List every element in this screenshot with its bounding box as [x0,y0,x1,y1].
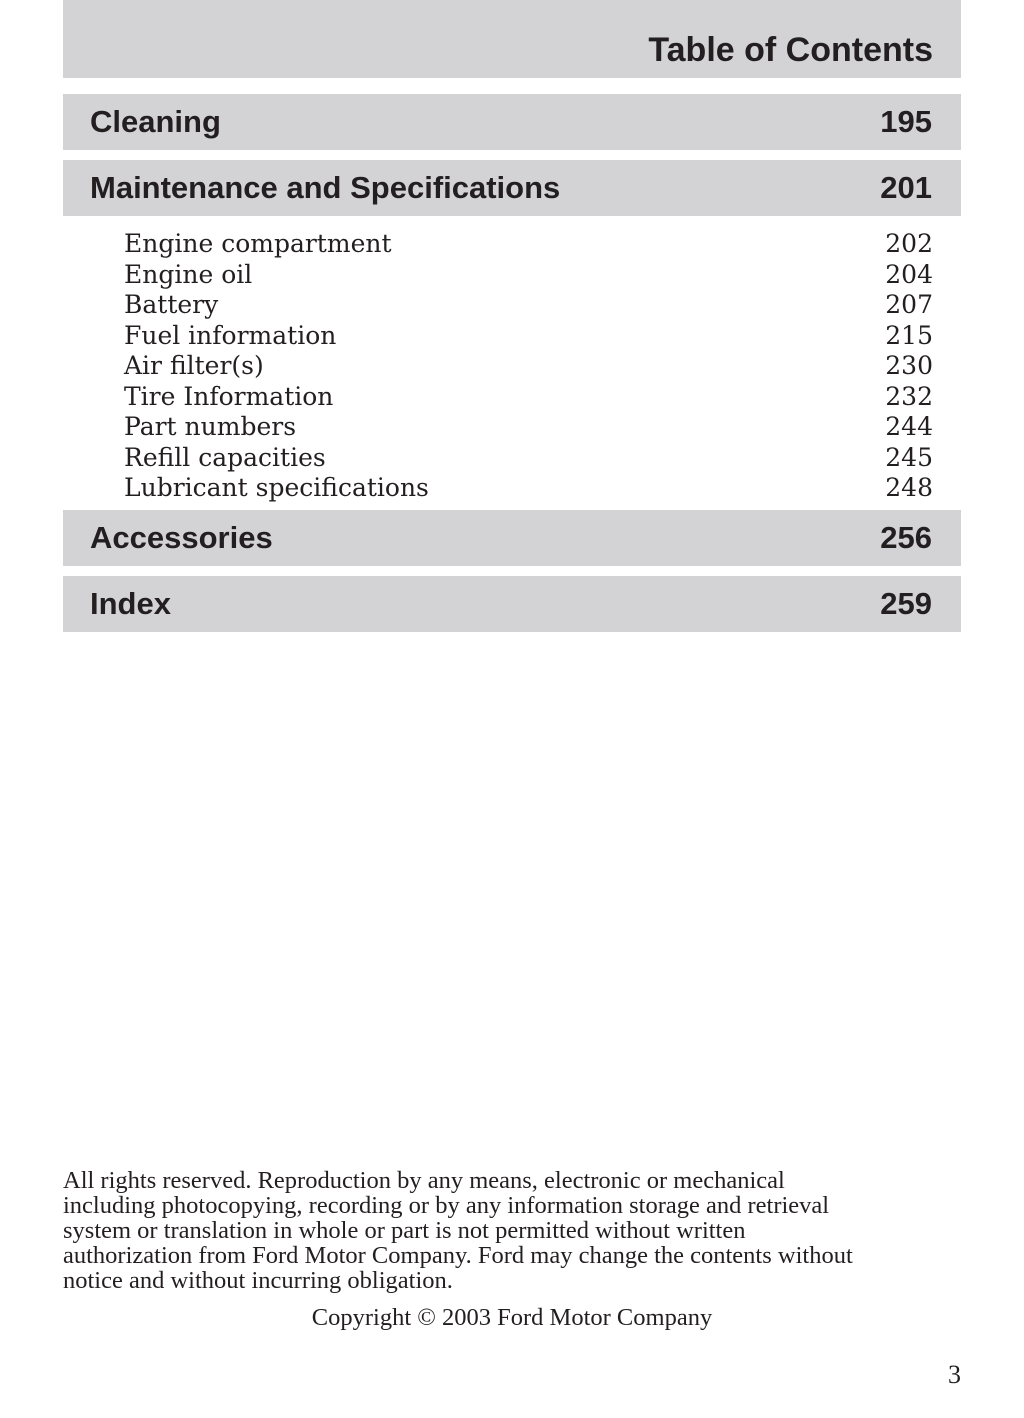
entry-page-number: 230 [885,351,933,380]
section-page-number: 256 [880,520,932,555]
toc-entry-part-numbers[interactable] [124,412,933,443]
header-band [63,0,961,78]
toc-section-cleaning[interactable] [63,94,961,150]
section-label: Cleaning [90,104,221,139]
entry-page-number: 207 [885,290,933,319]
toc-section-accessories[interactable] [63,510,961,566]
entry-label: Lubricant specifications [124,473,429,502]
entry-label: Battery [124,290,219,319]
section-label: Index [90,586,171,621]
entry-page-number: 244 [885,412,933,441]
section-label: Maintenance and Specifications [90,170,561,205]
entry-label: Refill capacities [124,442,326,472]
entry-label: Air filter(s) [124,351,264,380]
entry-page-number: 245 [885,442,933,472]
section-page-number: 259 [880,586,932,621]
maintenance-subsection-list [124,229,933,504]
toc-entry-engine-compartment[interactable] [124,229,933,260]
entry-label: Engine oil [124,259,253,289]
toc-entry-air-filters[interactable] [124,351,933,382]
toc-section-maintenance[interactable] [63,160,961,216]
toc-entry-lubricant-specifications[interactable] [124,473,933,504]
legal-notice: All rights reserved. Reproduction by any means, electronic or mechanical including photocopying, recording or by any information storage and retrieval system or translation in whole or part is not permitted without written authorization from Ford Motor Company. Ford may change the contents without notice and without incurring obligation. [63,1167,853,1294]
entry-label: Engine compartment [124,229,392,258]
entry-label: Part numbers [124,412,297,441]
page-title: Table of Contents [648,31,933,69]
toc-section-index[interactable] [63,576,961,632]
toc-entry-battery[interactable] [124,290,933,321]
entry-page-number: 204 [885,259,933,289]
entry-label: Fuel information [124,320,337,350]
toc-entry-tire-information[interactable] [124,382,933,413]
entry-page-number: 232 [885,381,933,411]
toc-entry-engine-oil[interactable] [124,260,933,291]
entry-label: Tire Information [124,381,334,411]
section-page-number: 201 [880,170,932,205]
entry-page-number: 215 [885,320,933,350]
section-page-number: 195 [880,104,932,139]
entry-page-number: 202 [885,229,933,258]
section-label: Accessories [90,520,273,555]
copyright-notice: Copyright © 2003 Ford Motor Company [311,1304,713,1331]
page-number: 3 [948,1360,961,1389]
toc-entry-fuel-information[interactable] [124,321,933,352]
entry-page-number: 248 [885,473,933,502]
toc-entry-refill-capacities[interactable] [124,443,933,474]
